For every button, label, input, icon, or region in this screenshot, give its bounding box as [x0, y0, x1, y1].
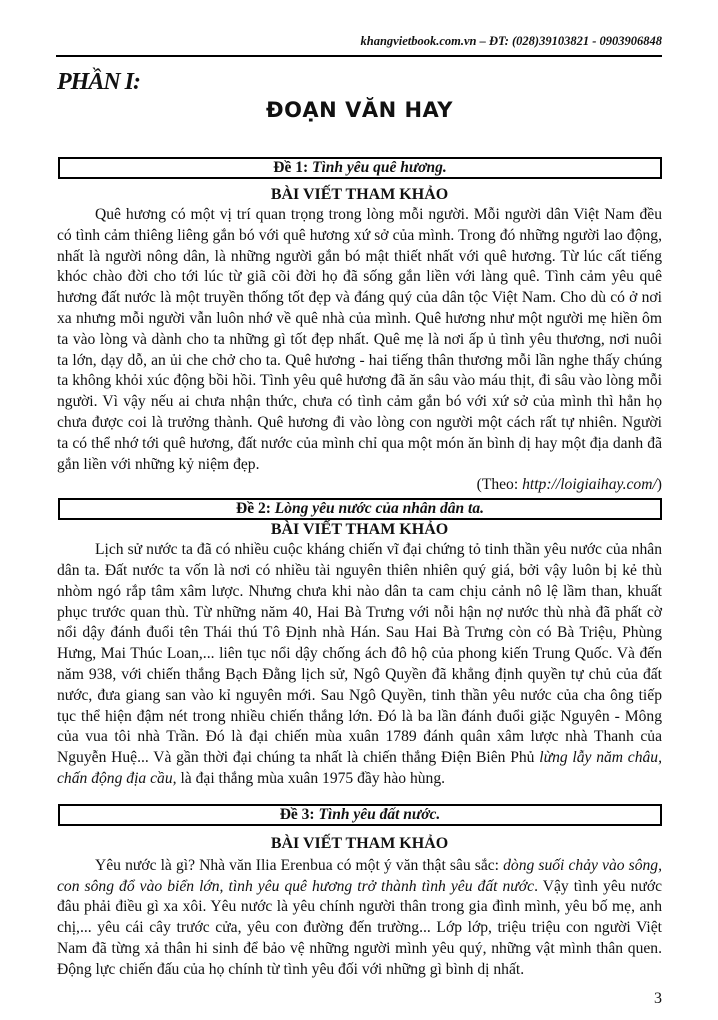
section-3-topic: Tình yêu đất nước. — [318, 805, 441, 823]
section-2-paragraph — [57, 540, 662, 790]
header-divider — [56, 55, 662, 57]
section-3-prefix: Đề 3: — [279, 805, 319, 823]
section-3-subheading: BÀI VIẾT THAM KHẢO — [270, 834, 449, 852]
source-link[interactable]: http://loigiaihay.com/ — [522, 476, 657, 494]
page-content — [57, 68, 662, 1009]
page-title: ĐOẠN VĂN HAY — [265, 98, 453, 122]
text-segment: Lịch sử nước ta đã có nhiều cuộc kháng chiến vĩ đại chứng tỏ tinh thần yêu nước của nhân dân ta. Đất nước ta vốn là nơi có nhiều tài nguyên thiên nhiên quý giá, bởi vậy luôn bị kẻ thù nhòm ngó rắp tâm xâm lược. Nhưng chưa khi nào dân ta cam chịu cảnh nô lệ lầm than, khuất phục trước quan thù. Từ những năm 40, Hai Bà Trưng với nỗi hận nợ nước thù nhà đã phất cờ nổi dậy đánh đuổi tên Thái thú Tô Định nhà Hán. Sau Hai Bà Trưng còn có Bà Triệu, Phùng Hưng, Mai Thúc Loan,... liên tục nổi dậy chống ách đô hộ của phong kiến Trung Quốc. Và đến năm 938, với chiến thắng Bạch Đằng lịch sử, Ngô Quyền đã khẳng định quyền tự chủ của đất nước, đưa giang san vào kỉ nguyên mới. Sau Ngô Quyền, tinh thần yêu nước của cha ông tiếp tục thể hiện đậm nét trong nhiều chiến thắng lớn. Đó là ba lần đánh đuổi giặc Nguyên - Mông của vua tôi nhà Trần. Đó là đại chiến mùa xuân 1789 đánh quân xâm lược nhà Thanh của Nguyễn Huệ... Và gần thời đại chúng ta nhất là chiến thắng Điện Biên Phủ — [57, 541, 662, 767]
section-1-topic: Tình yêu quê hương. — [312, 159, 447, 176]
header-contact: khangvietbook.com.vn – ĐT: (028)39103821 - 0903906848 — [360, 34, 662, 48]
text-segment: . Vậy tình yêu nước đâu phải điều gì xa xôi. Yêu nước là yêu chính người thân trong gia đình mình, yêu bố mẹ, anh chị,... yêu cái cây trước cửa, yêu con đường đến trường... Lớp lớp, triệu triệu con người Việt Nam đã từng xả thân hi sinh để bảo vệ những người mình yêu quý, những vật mình thân quen. Động lực chiến đấu của họ chính từ tình yêu đối với những gì bình dị nhất. — [57, 877, 662, 978]
section-2-subheading: BÀI VIẾT THAM KHẢO — [270, 521, 449, 539]
section-1-topic-box — [58, 157, 662, 179]
section-1-subheading: BÀI VIẾT THAM KHẢO — [270, 186, 449, 203]
source-prefix: (Theo: — [476, 476, 523, 494]
section-2-topic-box — [58, 498, 662, 520]
section-1-source — [57, 475, 662, 496]
text-segment: Quê hương có một vị trí quan trọng trong lòng mỗi người. Mỗi người dân Việt Nam đều có tình cảm thiêng liêng gắn bó với quê hương xứ sở của mình. Trong đó những người lao động, nhất là người nông dân, là những người gắn bó mật thiết nhất với quê hương. Từ lúc cất tiếng khóc chào đời cho tới lúc từ giã cõi đời họ đã sống gắn liền với làng quê. Tình cảm yêu quê hương đất nước là một truyền thống tốt đẹp và đáng quý của dân tộc Việt Nam. Cho dù có ở nơi xa nhưng mỗi người vẫn luôn nhớ về quê nhà của mình. Quê hương như một người mẹ hiền ôm ta vào lòng và dành cho ta những gì tốt đẹp nhất. Quê mẹ là nơi ấp ủ tình yêu thương, nơi nuôi ta lớn, dạy dỗ, an ủi che chở cho ta. Quê hương - hai tiếng thân thương mỗi lần nghe thấy chúng ta không khỏi xúc động bồi hồi. Tình yêu quê hương đã ăn sâu vào máu thịt, đi sâu vào lòng mỗi người. Vì vậy nếu ai chưa nhận thức, chưa có tình cảm gắn bó với xứ sở của mình thì hẳn họ chưa được coi là trưởng thành. Quê hương đi vào lòng con người một cách rất tự nhiên. Người ta có thể nhớ tới quê hương, đất nước của mình chỉ qua một món ăn bình dị hay một địa danh đã gắn liền với những kỷ niệm đẹp. — [57, 206, 662, 473]
section-2-topic: Lòng yêu nước của nhân dân ta. — [274, 500, 484, 518]
section-2-prefix: Đề 2: — [236, 500, 275, 518]
page-number: 3 — [654, 989, 662, 1007]
part-label: PHẦN I: — [57, 69, 140, 95]
text-segment: là đại thắng mùa xuân 1975 đầy hào hùng. — [176, 769, 446, 787]
text-segment-italic: dòng suối chảy vào sông, con sông đổ vào biển lớn, tình yêu quê hương trở thành tình yêu đất nước — [57, 856, 662, 895]
section-1-prefix: Đề 1: — [273, 159, 312, 176]
section-3-paragraph — [57, 856, 662, 981]
section-3-topic-box — [58, 804, 662, 826]
source-suffix: ) — [656, 476, 662, 494]
text-segment: Yêu nước là gì? Nhà văn Ilia Erenbua có một ý văn thật sâu sắc: — [95, 856, 504, 874]
section-1-paragraph — [57, 205, 662, 475]
text-segment-italic: lừng lẫy năm châu, chấn động địa cầu, — [57, 749, 663, 787]
